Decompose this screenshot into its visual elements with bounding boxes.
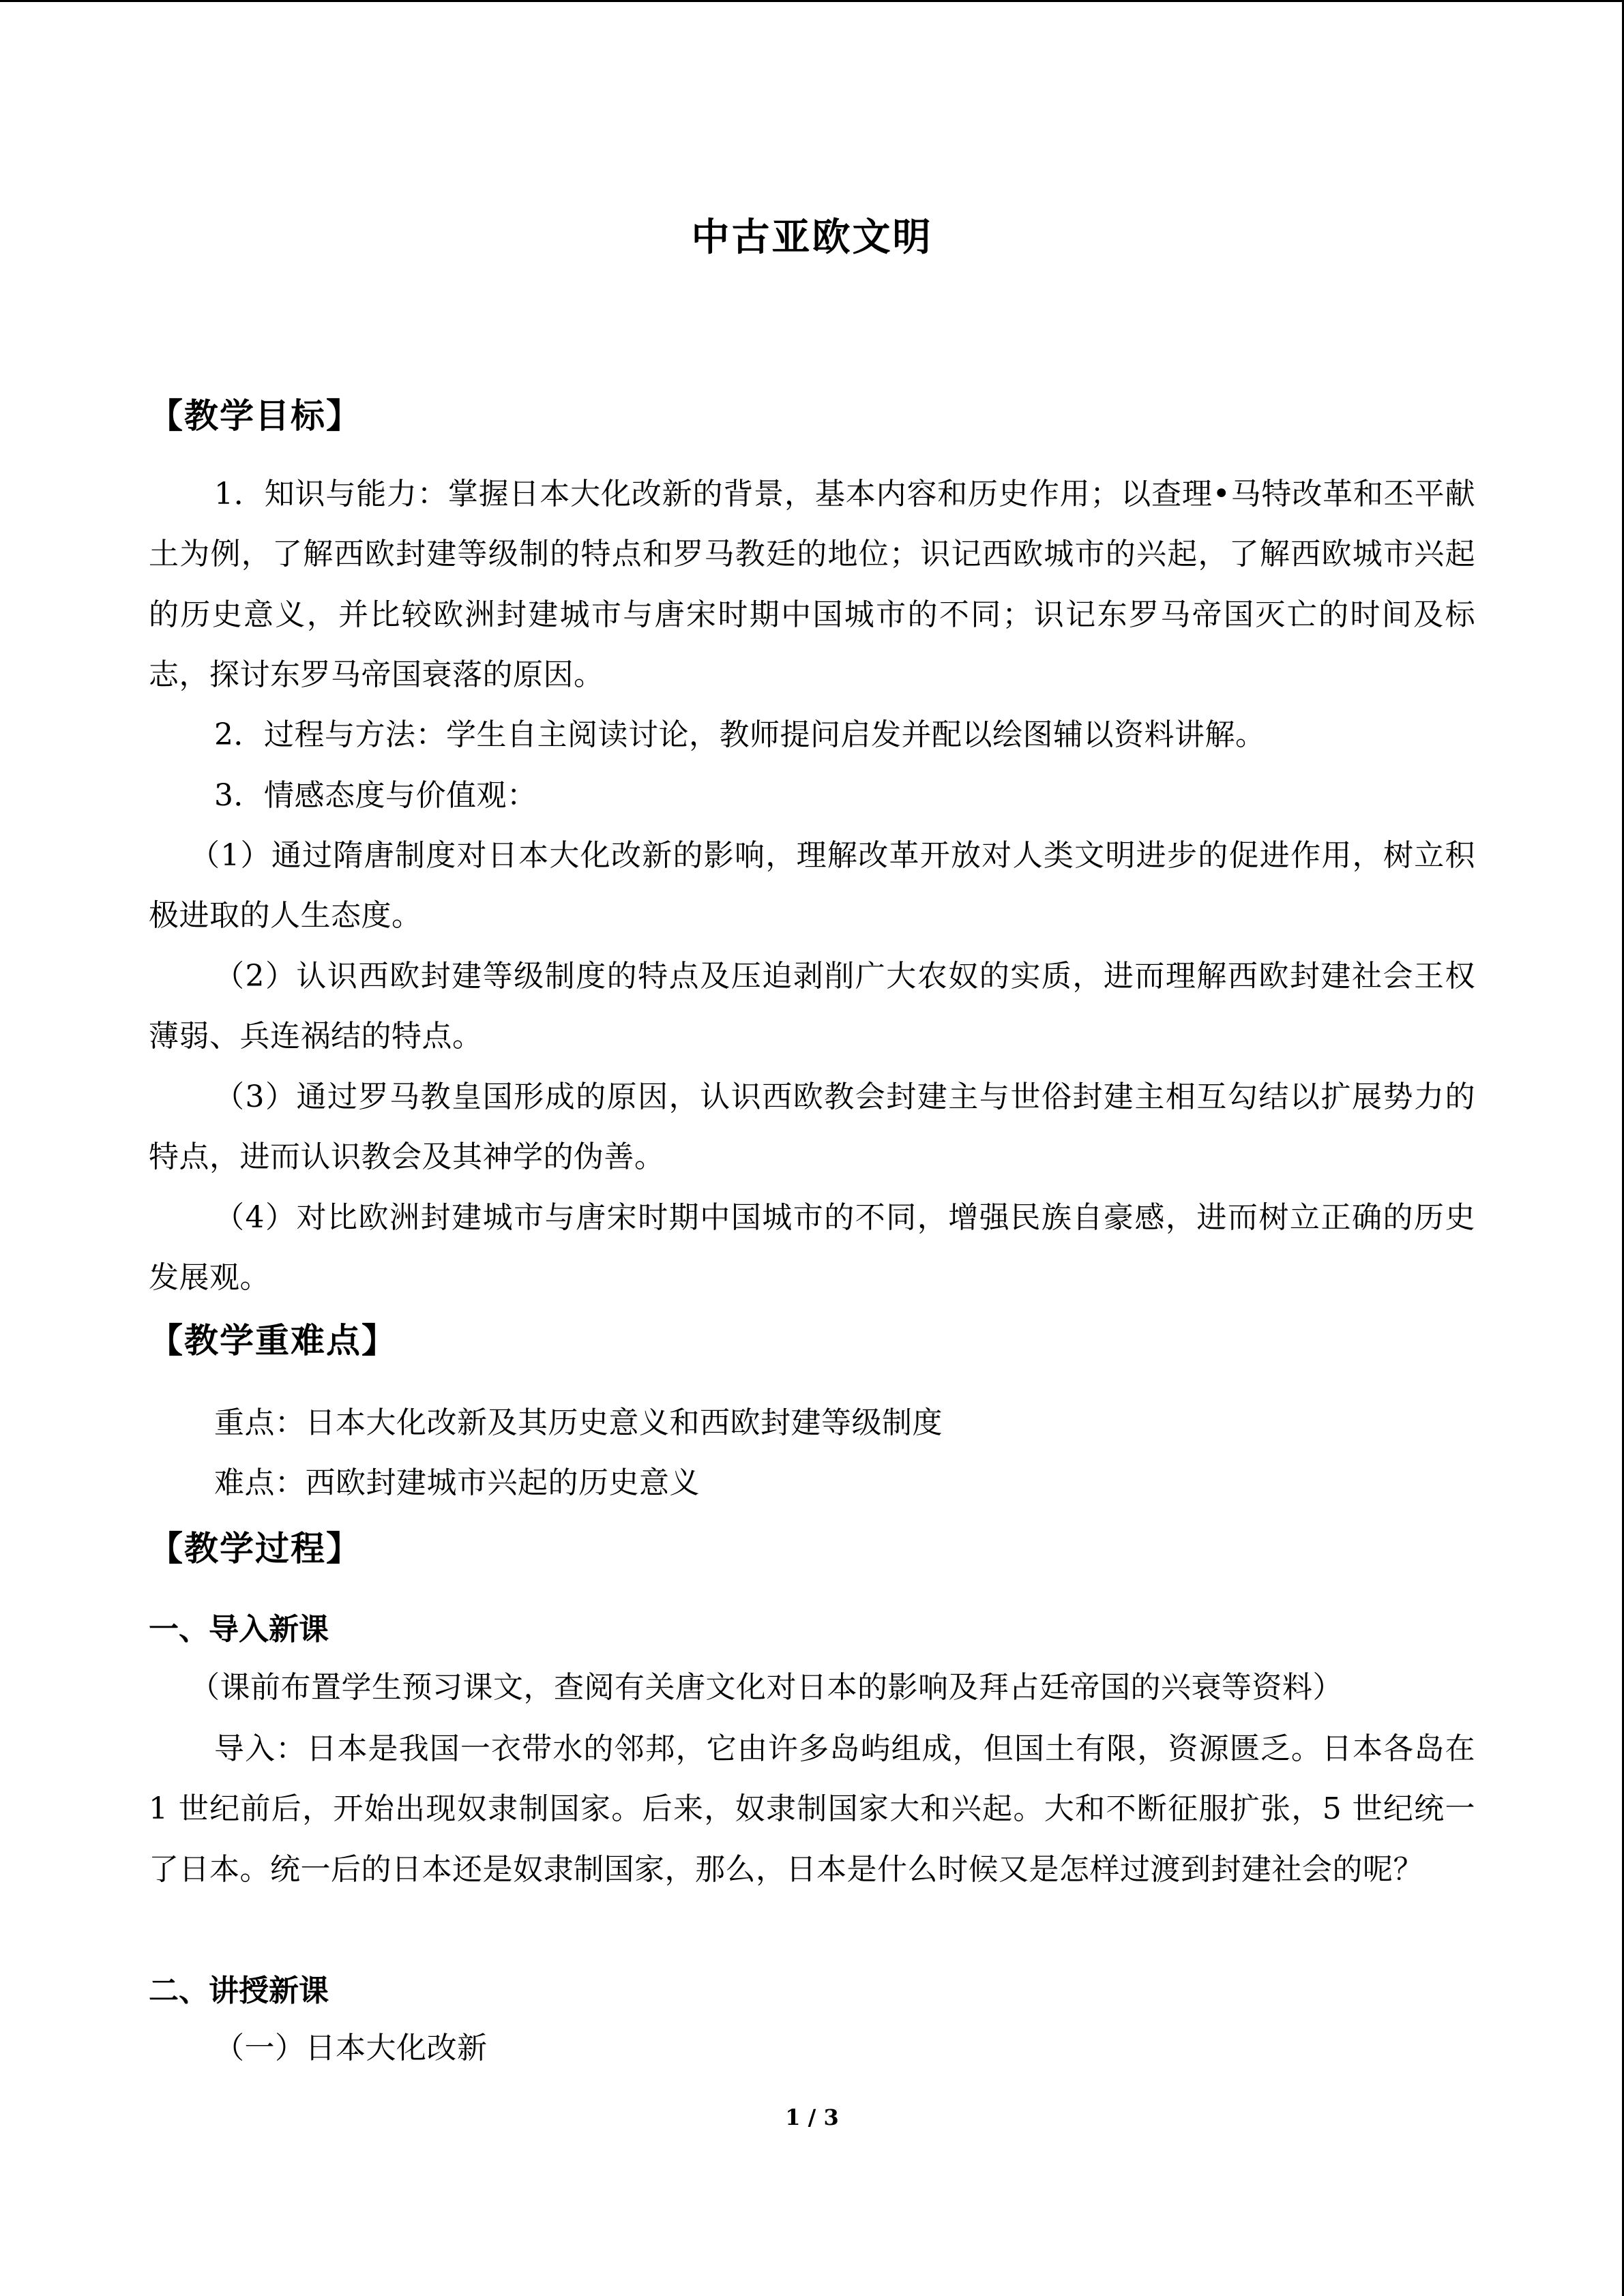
key-point-text: 重点：日本大化改新及其历史意义和西欧封建等级制度 <box>214 1405 943 1440</box>
goal-3-3-paragraph: （3）通过罗马教皇国形成的原因，认识西欧教会封建主与世俗封建主相互勾结以扩展势力的特点，进而认识教会及其神学的伪善。 <box>149 1079 1475 1175</box>
part1-heading: 一、导入新课 <box>149 1612 329 1647</box>
document-title: 中古亚欧文明 <box>691 215 933 260</box>
part1-note: （课前布置学生预习课文，查阅有关唐文化对日本的影响及拜占廷帝国的兴衰等资料） <box>190 1670 1343 1705</box>
part2-heading: 二、讲授新课 <box>149 1973 329 2008</box>
section-heading-key-points: 【教学重难点】 <box>149 1321 397 1360</box>
goal-3-2-paragraph: （2）认识西欧封建等级制度的特点及压迫剥削广大农奴的实质，进而理解西欧封建社会王权薄弱、兵连祸结的特点。 <box>149 959 1475 1054</box>
goal-3-paragraph: 3．情感态度与价值观： <box>214 778 537 813</box>
goal-3-1-paragraph: （1）通过隋唐制度对日本大化改新的影响，理解改革开放对人类文明进步的促进作用，树立积极进取的人生态度。 <box>149 838 1475 934</box>
section-heading-process: 【教学过程】 <box>149 1529 361 1568</box>
part2-subheading: （一）日本大化改新 <box>214 2031 488 2066</box>
goal-1-paragraph: 1．知识与能力：掌握日本大化改新的背景，基本内容和历史作用；以查理•马特改革和丕平献土为例，了解西欧封建等级制的特点和罗马教廷的地位；识记西欧城市的兴起，了解西欧城市兴起的历史意义，并比较欧洲封建城市与唐宋时期中国城市的不同；识记东罗马帝国灭亡的时间及标志，探讨东罗马帝国衰落的原因。 <box>149 477 1475 693</box>
goal-2-paragraph: 2．过程与方法：学生自主阅读讨论，教师提问启发并配以绘图辅以资料讲解。 <box>214 717 1266 752</box>
difficult-point-text: 难点：西欧封建城市兴起的历史意义 <box>214 1465 700 1500</box>
part1-intro-paragraph: 导入：日本是我国一衣带水的邻邦，它由许多岛屿组成，但国土有限，资源匮乏。日本各岛在 1 世纪前后，开始出现奴隶制国家。后来，奴隶制国家大和兴起。大和不断征服扩张，5 世纪统一了日本。统一后的日本还是奴隶制国家，那么，日本是什么时候又是怎样过渡到封建社会的呢？ <box>149 1731 1475 1887</box>
goal-3-4-paragraph: （4）对比欧洲封建城市与唐宋时期中国城市的不同，增强民族自豪感，进而树立正确的历史发展观。 <box>149 1200 1475 1296</box>
section-heading-goals: 【教学目标】 <box>149 396 361 436</box>
page-number: 1 / 3 <box>785 2104 839 2130</box>
